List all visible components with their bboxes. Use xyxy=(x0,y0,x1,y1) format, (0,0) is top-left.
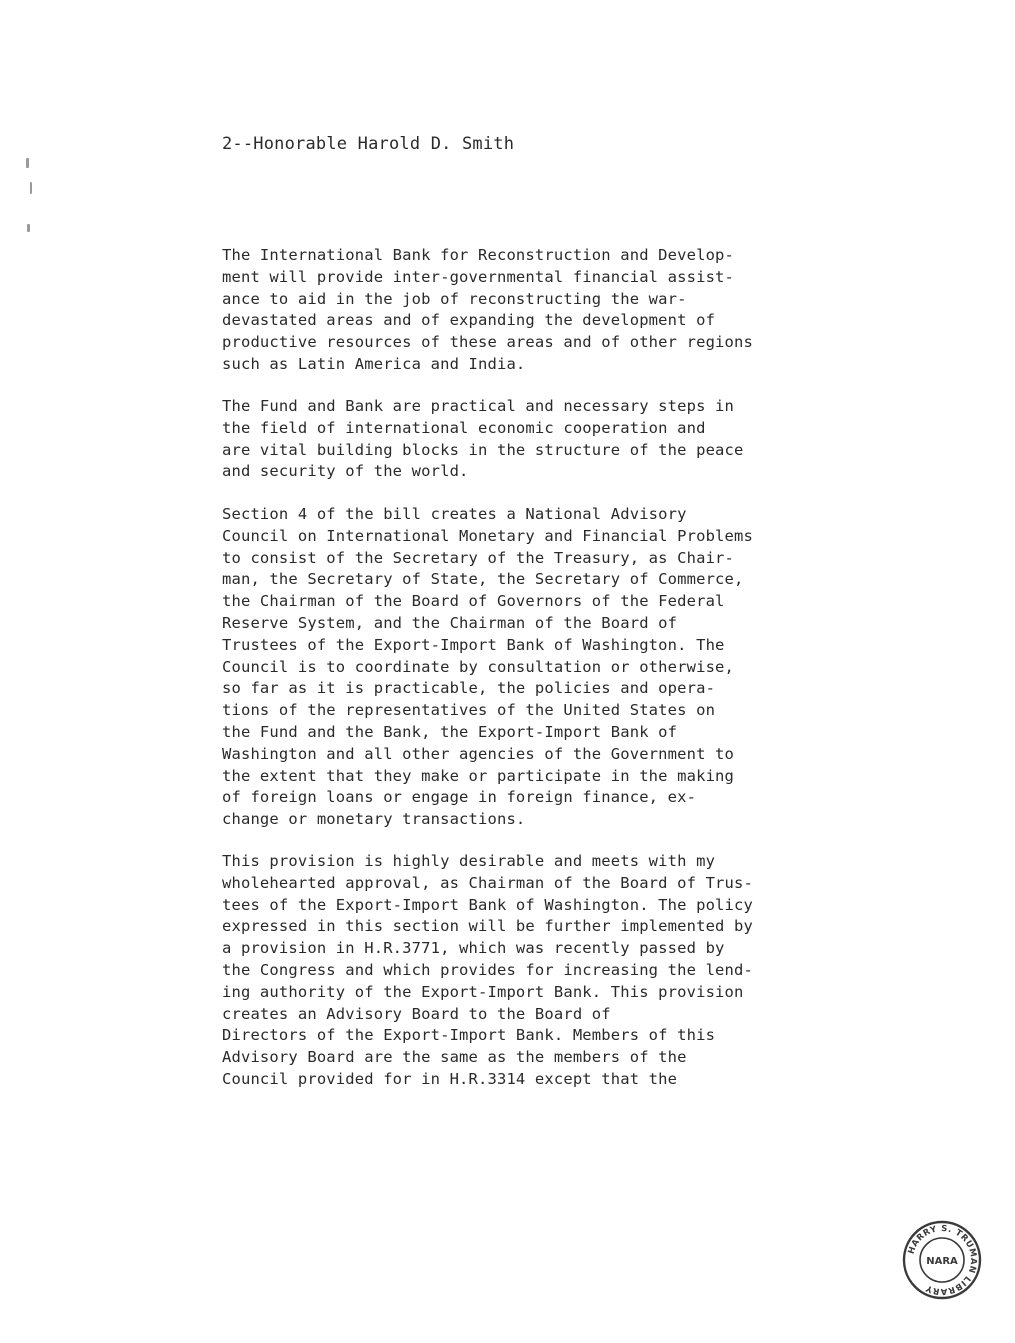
text-line: the field of international economic cooperation and xyxy=(222,418,706,437)
text-line: Directors of the Export-Import Bank. Members of this xyxy=(222,1026,716,1045)
text-line: such as Latin America and India. xyxy=(222,354,526,373)
text-line: change or monetary transactions. xyxy=(222,810,526,829)
margin-mark xyxy=(30,182,32,194)
text-line: and security of the world. xyxy=(222,462,469,481)
letter-header: 2--Honorable Harold D. Smith xyxy=(222,134,515,154)
text-line: Washington and all other agencies of the Government to xyxy=(222,744,735,763)
text-line: are vital building blocks in the structure of the peace xyxy=(222,440,744,459)
text-line: Reserve System, and the Chairman of the Board of xyxy=(222,613,678,632)
seal-text-center: NARA xyxy=(926,1256,958,1267)
text-line: productive resources of these areas and of other regions xyxy=(222,333,753,352)
text-line: to consist of the Secretary of the Treasury, as Chair- xyxy=(222,548,735,567)
text-line: The Fund and Bank are practical and necessary steps in xyxy=(222,397,735,415)
library-seal-stamp xyxy=(902,1220,982,1300)
text-line: Council provided for in H.R.3314 except that the xyxy=(222,1069,678,1088)
margin-mark xyxy=(27,224,30,232)
paragraph-section-4 xyxy=(222,504,753,831)
paragraph-bank xyxy=(222,245,753,376)
margin-mark xyxy=(26,158,29,168)
text-line: creates an Advisory Board to the Board of xyxy=(222,1004,611,1023)
text-line: Council on International Monetary and Financial Problems xyxy=(222,526,753,545)
text-line: ment will provide inter-governmental financial assist- xyxy=(222,267,735,286)
text-line: tions of the representatives of the United States on xyxy=(222,701,716,720)
text-line: a provision in H.R.3771, which was recently passed by xyxy=(222,939,725,958)
text-line: Trustees of the Export-Import Bank of Washington. The xyxy=(222,635,725,654)
text-line: the Chairman of the Board of Governors of the Federal xyxy=(222,592,725,611)
text-line: tees of the Export-Import Bank of Washington. The policy xyxy=(222,895,753,914)
text-line: The International Bank for Reconstruction and Develop- xyxy=(222,246,735,264)
text-line: the Congress and which provides for increasing the lend- xyxy=(222,960,753,979)
paragraph-provision xyxy=(222,851,753,1091)
seal-text-ring: HARRY S. TRUMAN LIBRARY xyxy=(906,1223,979,1297)
text-line: expressed in this section will be further implemented by xyxy=(222,917,753,936)
text-line: the extent that they make or participate in the making xyxy=(222,766,735,785)
text-line: wholehearted approval, as Chairman of the Board of Trus- xyxy=(222,873,753,892)
text-line: ing authority of the Export-Import Bank. This provision xyxy=(222,982,744,1001)
text-line: the Fund and the Bank, the Export-Import Bank of xyxy=(222,722,678,741)
text-line: This provision is highly desirable and meets with my xyxy=(222,852,716,870)
paragraph-fund-and-bank xyxy=(222,396,744,483)
text-line: of foreign loans or engage in foreign finance, ex- xyxy=(222,788,697,807)
text-line: devastated areas and of expanding the development of xyxy=(222,311,716,330)
text-line: Advisory Board are the same as the members of the xyxy=(222,1048,687,1067)
text-line: so far as it is practicable, the policies and opera- xyxy=(222,679,716,698)
text-line: Council is to coordinate by consultation or otherwise, xyxy=(222,657,735,676)
text-line: ance to aid in the job of reconstructing the war- xyxy=(222,289,687,308)
text-line: Section 4 of the bill creates a National Advisory xyxy=(222,505,687,523)
text-line: man, the Secretary of State, the Secretary of Commerce, xyxy=(222,570,744,589)
